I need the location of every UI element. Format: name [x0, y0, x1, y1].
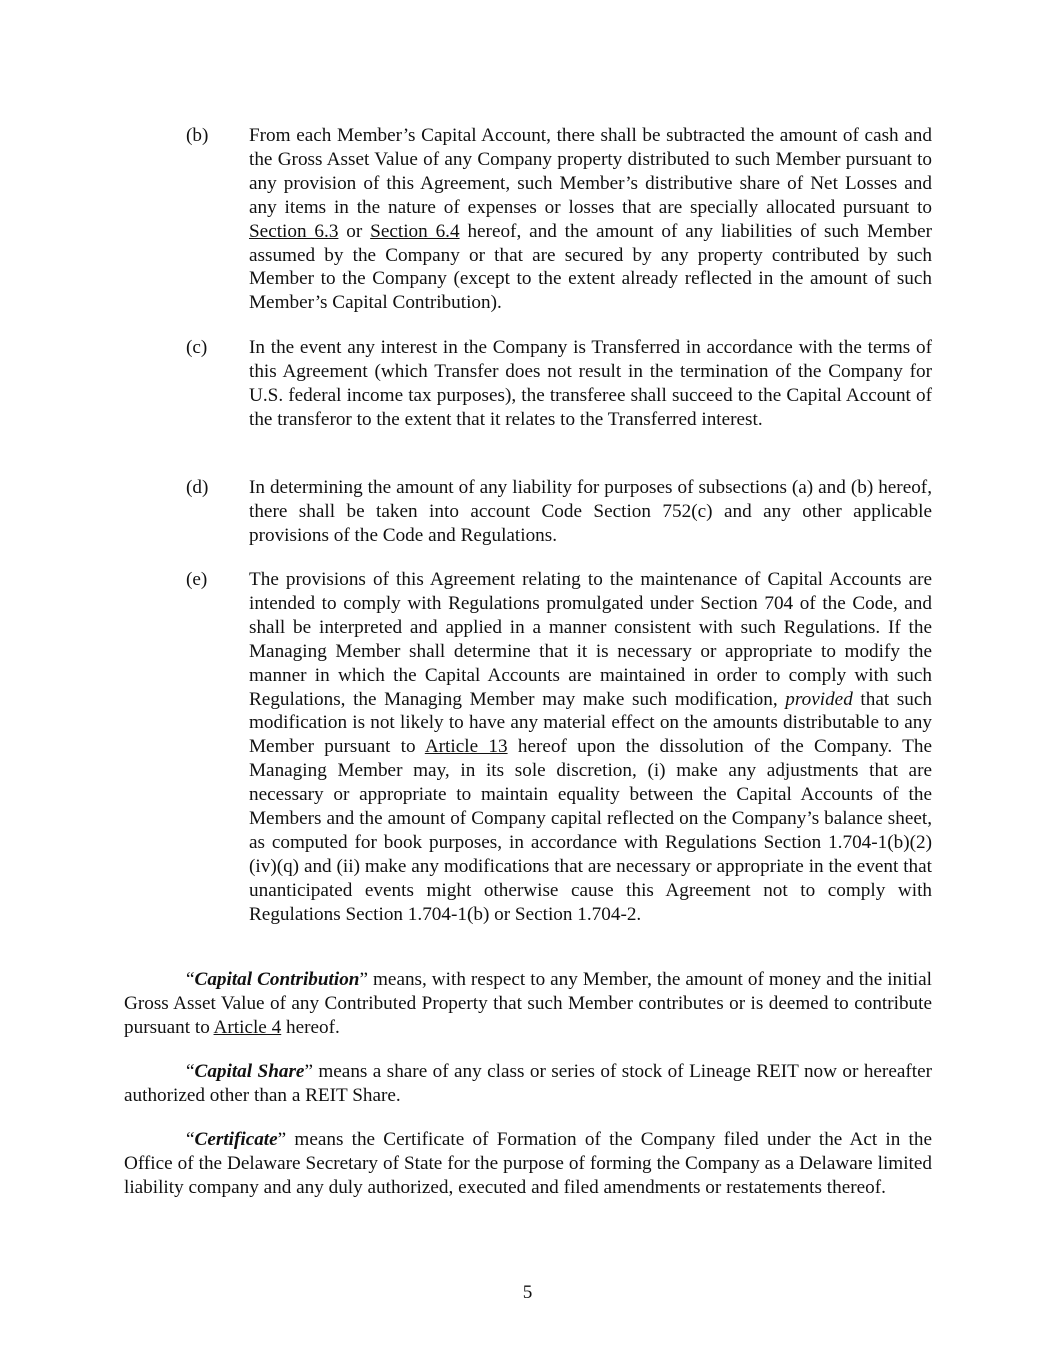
subsection-text: From each Member’s Capital Account, there shall be subtracted the amount of cash and the Gross Asset Value of any Company property distributed to such Member pursuant to any provision of this Agreement, such Member’s distributive share of Net Losses and any items in the nature of expenses or losses that are specially allocated pursuant to Section 6.3 or Section 6.4 hereof, and the amount of any liabilities of such Member assumed by the Company or that are secured by any property contributed by such Member to the Company (except to the extent already reflected in the amount of such Member’s Capital Contribution). — [249, 125, 933, 314]
defined-term: Certificate — [194, 1129, 278, 1150]
subsection-d — [186, 476, 932, 548]
article-4-link[interactable]: Article 4 — [213, 1016, 282, 1038]
subsection-c — [186, 336, 932, 432]
definition-capital-contribution: “Capital Contribution” means, with respect to any Member, the amount of money and the initial Gross Asset Value of any Contributed Property that such Member contributes or is deemed to contribute pursuant to Article 4 hereof. — [124, 969, 932, 1038]
subsection-label: (d) — [186, 477, 209, 498]
subsection-b — [186, 124, 932, 315]
defined-term: Capital Contribution — [194, 969, 360, 990]
defined-term: Capital Share — [194, 1061, 305, 1082]
section-6-4-link[interactable]: Section 6.4 — [370, 220, 460, 242]
subsection-text: In the event any interest in the Company is Transferred in accordance with the terms of this Agreement (which Transfer does not result in the termination of the Company for U.S. federal income tax purposes), the transferee shall succeed to the Capital Account of the transferor to the extent that it relates to the Transferred interest. — [249, 337, 932, 430]
section-6-3-link[interactable]: Section 6.3 — [249, 220, 339, 242]
definition-capital-share: “Capital Share” means a share of any class or series of stock of Lineage REIT now or hereafter authorized other than a REIT Share. — [124, 1061, 932, 1106]
subsection-label: (e) — [186, 569, 208, 590]
page-number: 5 — [522, 1282, 533, 1303]
subsection-text: The provisions of this Agreement relating to the maintenance of Capital Accounts are intended to comply with Regulations promulgated under Section 704 of the Code, and shall be interpreted and applied in a manner consistent with such Regulations. If the Managing Member shall determine that it is necessary or appropriate to modify the manner in which the Capital Accounts are maintained in order to comply with such Regulations, the Managing Member may make such modification, provided that such modification is not likely to have any material effect on the amounts distributable to any Member pursuant to Article 13 hereof upon the dissolution of the Company. The Managing Member may, in its sole discretion, (i) make any adjustments that are necessary or appropriate to maintain equality between the Capital Accounts of the Members and the amount of Company capital reflected on the Company’s balance sheet, as computed for book purposes, in accordance with Regulations Section 1.704-1(b)(2)(iv)(q) and (ii) make any modifications that are necessary or appropriate in the event that unanticipated events might otherwise cause this Agreement not to comply with Regulations Section 1.704-1(b) or Section 1.704-2. — [249, 569, 932, 925]
definition-certificate: “Certificate” means the Certificate of Formation of the Company filed under the Act in the Office of the Delaware Secretary of State for the purpose of forming the Company as a Delaware limited liability company and any duly authorized, executed and filed amendments or restatements thereof. — [124, 1129, 932, 1198]
subsection-e — [186, 568, 932, 927]
subsection-label: (b) — [186, 125, 209, 146]
subsection-text: In determining the amount of any liability for purposes of subsections (a) and (b) hereof, there shall be taken into account Code Section 752(c) and any other applicable provisions of the Code and Regulations. — [249, 477, 932, 546]
article-13-link[interactable]: Article 13 — [424, 736, 508, 758]
subsection-label: (c) — [186, 337, 208, 358]
provided-emphasis: provided — [785, 688, 853, 710]
